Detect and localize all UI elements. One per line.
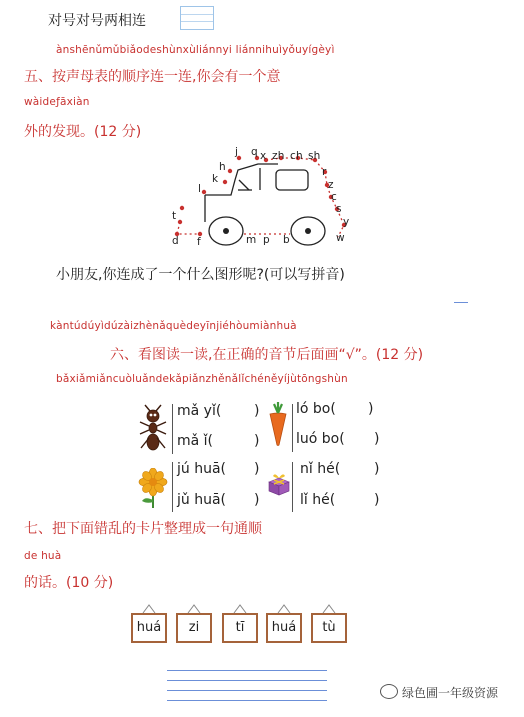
word-card[interactable]: tī bbox=[222, 613, 258, 643]
section5-title-line1: 五、按声母表的顺序连一连,你会有一个意 bbox=[24, 69, 281, 85]
section6-title: 六、看图读一读,在正确的音节后面画“√”。(12 分) bbox=[110, 347, 424, 363]
dot-label-p: p bbox=[263, 234, 270, 246]
chrysanthemum-bracket bbox=[172, 462, 173, 512]
gift-option-1: nǐ hé( bbox=[300, 461, 341, 477]
card-hooks bbox=[0, 603, 524, 615]
section5-question: 小朋友,你连成了一个什么图形呢?(可以写拼音) bbox=[56, 267, 345, 283]
dot-label-zh: zh bbox=[272, 150, 285, 162]
watermark bbox=[380, 684, 498, 701]
writing-line bbox=[167, 670, 327, 671]
writing-line bbox=[167, 680, 327, 681]
answer-line bbox=[454, 302, 468, 303]
carrot-option-1: ló bo( bbox=[296, 401, 336, 417]
dot-label-q: q bbox=[251, 146, 258, 158]
gift-option-2-close: ) bbox=[374, 492, 380, 508]
word-card[interactable]: zi bbox=[176, 613, 212, 643]
gift-box-image bbox=[266, 472, 292, 496]
gift-bracket bbox=[292, 462, 293, 512]
dot-label-k: k bbox=[212, 173, 219, 185]
dot-label-l: l bbox=[198, 183, 202, 195]
section6-pinyin: bǎxiǎmiǎncuòluǎndekǎpiǎnzhěnǎlǐchéněyíjùtōnɡshùn bbox=[56, 373, 348, 385]
chrysanthemum-image bbox=[136, 468, 170, 508]
dot-label-t: t bbox=[172, 210, 177, 222]
ant-option-1: mǎ yǐ( bbox=[177, 403, 222, 419]
ant-option-2: mǎ ǐ( bbox=[177, 433, 214, 449]
dot-label-z: z bbox=[328, 179, 334, 191]
gift-option-2: lǐ hé( bbox=[300, 492, 336, 508]
gift-option-1-close: ) bbox=[374, 461, 380, 477]
dot-label-x: x bbox=[260, 150, 267, 162]
section5-pinyin: wàideƒāxiàn bbox=[24, 96, 90, 108]
section5-pinyin3: kàntúdúyìdúzàizhènǎquèdeyīnjiéhòumiànhuà bbox=[50, 320, 297, 332]
connect-title: 对号对号两相连 bbox=[48, 13, 146, 29]
watermark-text: 绿色圃一年级资源 bbox=[402, 686, 499, 700]
word-card[interactable]: huá bbox=[131, 613, 167, 643]
dot-label-s: s bbox=[336, 203, 342, 215]
dot-label-d: d bbox=[172, 235, 179, 247]
carrot-option-2-close: ) bbox=[374, 431, 380, 447]
ant-option-1-close: ) bbox=[254, 403, 260, 419]
chrysanthemum-option-2: jǔ huā( bbox=[177, 492, 226, 508]
carrot-image bbox=[266, 402, 290, 446]
dot-label-f: f bbox=[197, 236, 201, 248]
chrysanthemum-option-2-close: ) bbox=[254, 492, 260, 508]
carrot-bracket bbox=[292, 404, 293, 452]
dot-label-c: c bbox=[331, 191, 337, 203]
dot-label-w: w bbox=[336, 232, 345, 244]
dot-label-ch: ch bbox=[290, 150, 303, 162]
dot-label-m: m bbox=[246, 234, 257, 246]
section7-pinyin: de huà bbox=[24, 550, 62, 562]
chrysanthemum-option-1-close: ) bbox=[254, 461, 260, 477]
dot-label-y: y bbox=[343, 216, 350, 228]
dot-label-r: r bbox=[322, 166, 327, 178]
chrysanthemum-option-1: jú huā( bbox=[177, 461, 226, 477]
word-card[interactable]: tù bbox=[311, 613, 347, 643]
ant-image bbox=[136, 404, 170, 454]
section5-title-line2: 外的发现。(12 分) bbox=[24, 124, 142, 140]
dot-label-sh: sh bbox=[308, 150, 321, 162]
writing-grid bbox=[180, 6, 214, 30]
word-card[interactable]: huá bbox=[266, 613, 302, 643]
section7-title-line1: 七、把下面错乱的卡片整理成一句通顺 bbox=[24, 521, 262, 537]
dot-label-b: b bbox=[283, 234, 290, 246]
dot-label-h: h bbox=[219, 161, 226, 173]
writing-line bbox=[167, 690, 327, 691]
carrot-option-1-close: ) bbox=[368, 401, 374, 417]
ant-bracket bbox=[172, 404, 173, 454]
ant-option-2-close: ) bbox=[254, 433, 260, 449]
dot-label-j: j bbox=[235, 146, 239, 158]
writing-line bbox=[167, 700, 327, 701]
carrot-option-2: luó bo( bbox=[296, 431, 345, 447]
wechat-icon bbox=[380, 684, 398, 699]
top-pinyin: ànshēnǔmǔbiǎodeshùnxùliánnyi liánnihuìyǒuyíɡèyì bbox=[56, 44, 335, 56]
section7-title-line2: 的话。(10 分) bbox=[24, 575, 114, 591]
